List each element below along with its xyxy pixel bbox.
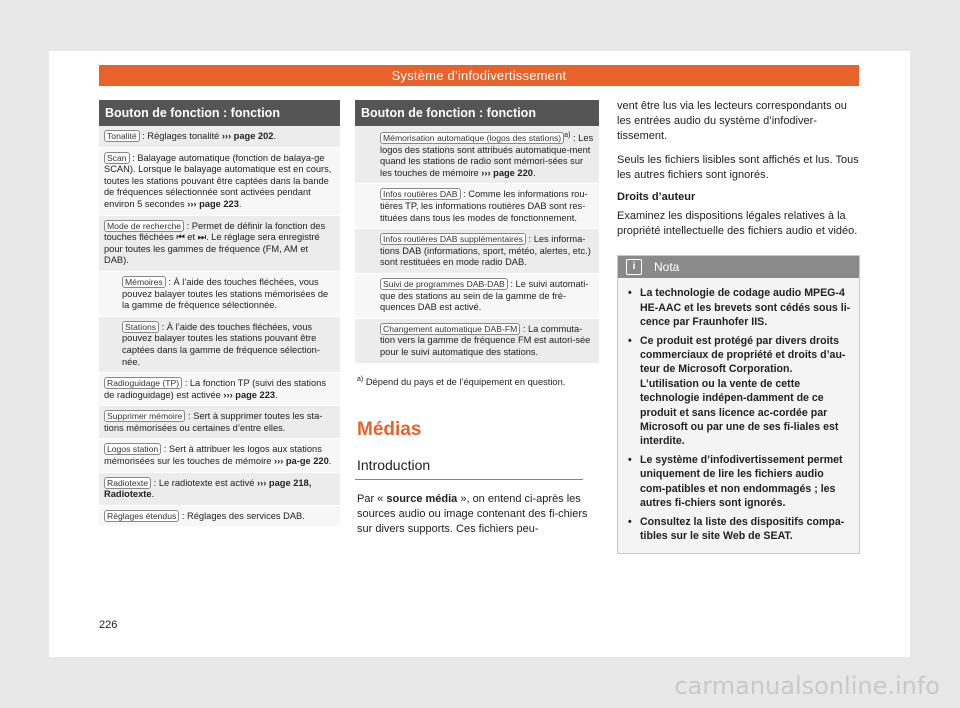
row-description: : Le suivi automati-que des stations au sein de la gamme de fré-quences DAB est activé. (380, 279, 589, 313)
intro-bold: source média (386, 492, 458, 505)
page-reference-link[interactable]: ››› page 223 (223, 389, 276, 400)
nota-header (618, 256, 859, 278)
row-tail: . (273, 131, 277, 141)
table-row (99, 373, 340, 406)
nota-item: • Le système d’infodivertissement permet uniquement de lire les fichiers audio com-patibles et non endommagés ; les autres fi-chiers sont ignorés. (628, 453, 851, 511)
section-header: Système d’infodivertissement (99, 65, 859, 86)
nota-item: • La technologie de codage audio MPEG-4 HE-AAC et les brevets sont cédés sous li-cence par Fraunhofer IIS. (628, 286, 851, 329)
nota-box (617, 255, 860, 554)
nota-item: • Ce produit est protégé par divers droits commerciaux de propriété et droits d’au-teur de Microsoft Corporation. L’utilisation ou la vente de cette technologie indépen-damment de ce produit et sans licence ac-cordée par Microsoft ou par une de ses fi-liales est interdite. (628, 334, 851, 449)
table-row (99, 272, 340, 317)
function-button-label: Radioguidage (TP) (104, 377, 182, 389)
row-tail: . (151, 489, 155, 500)
middle-table-heading: Bouton de fonction : fonction (355, 100, 599, 126)
row-description: : La fonction TP (suivi des stations de radioguidage) est activée (104, 378, 326, 400)
row-tail: . (238, 198, 242, 209)
function-button-label: Infos routières DAB (380, 188, 461, 200)
footnote (355, 376, 599, 387)
row-description: : Les informa-tions DAB (informations, sport, météo, alertes, etc.) sont restituées en mode radio DAB. (380, 234, 591, 268)
table-row (99, 406, 340, 439)
function-button-label: Logos station (104, 443, 161, 455)
row-description: : À l’aide des touches fléchées, vous pouvez balayer toutes les stations pouvant être captées dans la gamme de fréquence sélection-née. (122, 321, 320, 367)
footnote-mark: a) (357, 375, 364, 383)
row-description: : Réglages des services DAB. (179, 510, 305, 521)
intro-pre: Par « (357, 492, 387, 505)
row-tail: . (275, 389, 278, 400)
table-row (99, 317, 340, 373)
paragraph-files: Seuls les fichiers lisibles sont affichés et lus. Tous les autres fichiers sont ignorés. (617, 153, 859, 181)
function-button-label: Mémorisation automatique (logos des stations) (380, 132, 564, 144)
function-button-label: Infos routières DAB supplémentaires (380, 233, 526, 245)
row-description: : Sert à supprimer toutes les sta-tions mémorisées ou certaines d’entre elles. (104, 411, 323, 433)
left-column (99, 100, 340, 527)
table-row (355, 184, 599, 229)
table-row (355, 319, 599, 364)
paragraph-readers: vent être lus via les lecteurs correspondants ou les entrées audio du système d’infodiver-tissement. (617, 100, 847, 143)
watermark-text: carmanualsonline.info (674, 672, 940, 700)
table-row (99, 148, 340, 216)
table-row (99, 439, 340, 472)
nota-title: Nota (654, 260, 680, 275)
row-description: : Balayage automatique (fonction de balaya-ge SCAN). Lorsque le balayage automatique est en cours, toutes les stations pouvant être captées dans la bande de fréquences sélectionnée sont activées pendant environ 5 secondes (104, 152, 332, 209)
left-table-heading: Bouton de fonction : fonction (99, 100, 340, 126)
footnote-text: Dépend du pays et de l’équipement en question. (365, 376, 566, 387)
page-reference-link[interactable]: ››› page 202 (221, 131, 274, 141)
info-icon: i (626, 259, 642, 275)
heading-droits: Droits d’auteur (617, 191, 696, 204)
row-description: : Comme les informations rou-tières TP, les informations routières DAB sont res-tituées dans tous les modes de fonctionnement. (380, 189, 588, 223)
row-tail: . (532, 167, 536, 178)
medias-title: Médias (357, 418, 422, 440)
footnote-ref: a) (564, 132, 571, 139)
function-button-label: Changement automatique DAB-FM (380, 323, 520, 335)
row-description: : Permet de définir la fonction des touches fléchées ⏮ et ⏭. Le réglage sera enregistré pour toutes les gammes de fréquence (FM, AM et DAB). (104, 220, 326, 266)
table-row (355, 126, 599, 184)
row-tail: . (328, 456, 332, 467)
row-description: : À l’aide des touches fléchées, vous pouvez balayer toutes les stations mémorisées de la gamme de fréquence sélectionnée. (122, 276, 329, 311)
row-description: : Les logos des stations sont attribués automatique-ment quand les stations de radio sont mémori-sées sur les touches de mémoire (380, 133, 594, 178)
page-reference-link[interactable]: ››› page 220 (481, 167, 533, 178)
nota-list (618, 278, 859, 553)
row-description: : Le radiotexte est activé (151, 477, 258, 488)
intro-post: », on entend ci-après les sources audio ou image contenant des fi-chiers sur divers supports. Ces fichiers peu- (357, 492, 588, 535)
row-description: : Sert à attribuer les logos aux stations mémorisées sur les touches de mémoire (104, 444, 322, 467)
function-button-label: Tonalité (104, 130, 140, 142)
nota-item: • Consultez la liste des dispositifs compa-tibles sur le site Web de SEAT. (628, 515, 851, 544)
function-button-label: Scan (104, 152, 130, 164)
page-number: 226 (99, 619, 118, 631)
table-row (99, 473, 340, 506)
medias-intro-paragraph (355, 492, 599, 537)
function-button-label: Mode de recherche (104, 220, 184, 232)
table-row (355, 229, 599, 274)
row-description: : La commuta-tion vers la gamme de fréquence FM est autori-sée pour le suivi automatique des stations. (380, 323, 591, 357)
paragraph-droits: Examinez les dispositions légales relatives à la propriété intellectuelle des fichiers audio et vidéo. (617, 210, 858, 238)
page-reference-link[interactable]: ››› pa-ge 220 (274, 456, 329, 467)
table-row (99, 506, 340, 528)
middle-table-rows (355, 126, 599, 364)
page-reference-link[interactable]: ››› page 223 (187, 198, 239, 209)
function-button-label: Réglages étendus (104, 510, 179, 522)
function-button-label: Stations (122, 321, 159, 333)
function-button-label: Suivi de programmes DAB-DAB (380, 278, 508, 290)
table-row (99, 216, 340, 272)
table-row (355, 274, 599, 319)
manual-page (49, 51, 910, 657)
right-column (617, 99, 860, 554)
introduction-subtitle: Introduction (355, 457, 583, 480)
middle-column (355, 100, 599, 537)
row-description: : Réglages tonalité (139, 131, 222, 141)
function-button-label: Mémoires (122, 276, 166, 288)
function-button-label: Supprimer mémoire (104, 410, 185, 422)
table-row (99, 126, 340, 148)
page-reference-link[interactable]: ››› page 218, Radiotexte (104, 477, 312, 500)
function-button-label: Radiotexte (104, 477, 151, 489)
left-table-rows (99, 126, 340, 527)
